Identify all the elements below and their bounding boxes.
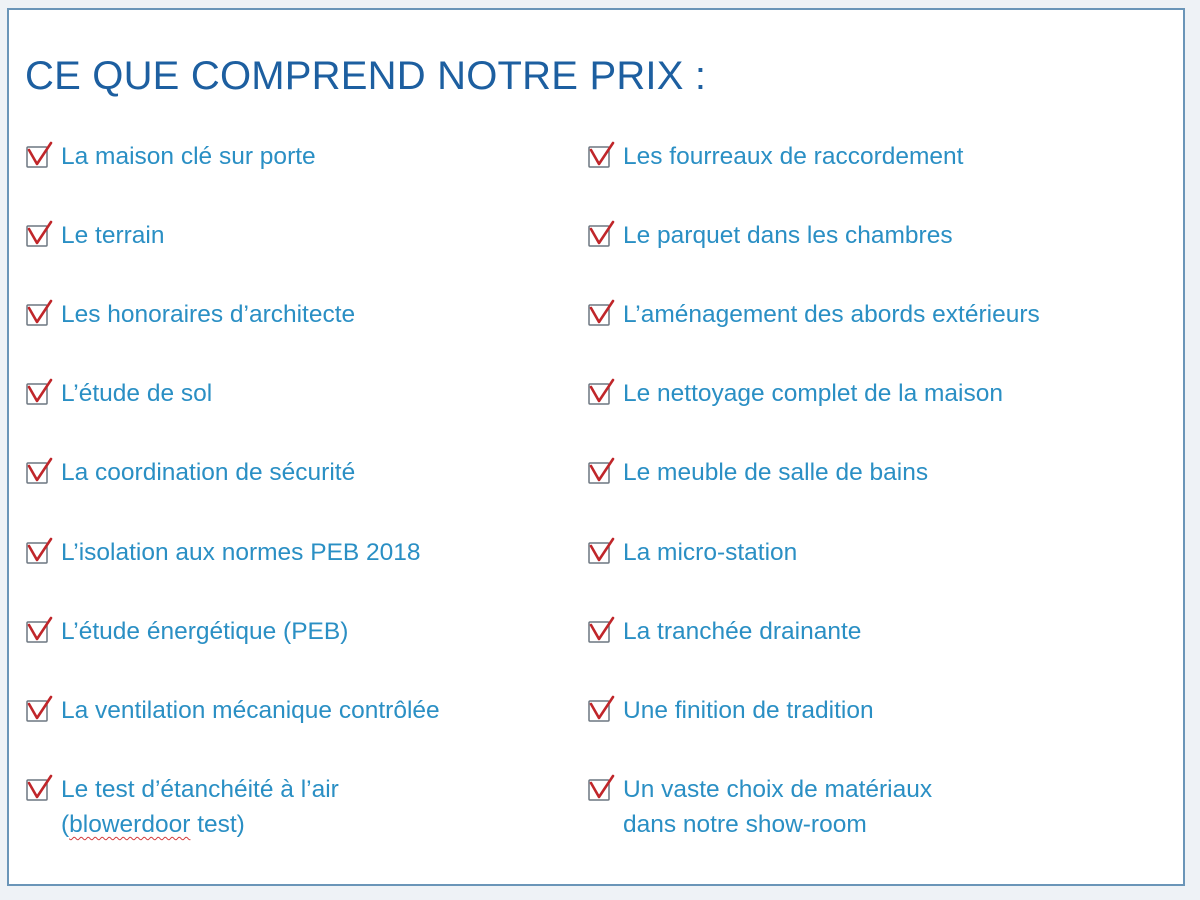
list-item-line-1: Un vaste choix de matériaux (623, 776, 933, 803)
checkbox-v-icon (25, 615, 54, 645)
list-item-label (61, 772, 339, 842)
list-item-label: La ventilation mécanique contrôlée (61, 697, 440, 724)
list-item (25, 218, 165, 253)
list-item-label: L’isolation aux normes PEB 2018 (61, 539, 421, 566)
paren-open: ( (61, 811, 70, 838)
list-item (587, 139, 963, 174)
checkbox-v-icon (25, 140, 54, 170)
list-item (25, 139, 316, 174)
list-item (587, 376, 1003, 411)
checkbox-v-icon (25, 219, 54, 249)
misspelled-word: blowerdoor (69, 811, 191, 838)
checkbox-v-icon (587, 536, 616, 566)
checkbox-v-icon (587, 456, 616, 486)
list-item (25, 693, 440, 728)
list-item-label: Le parquet dans les chambres (623, 222, 953, 249)
list-item (25, 297, 355, 332)
checkbox-v-icon (25, 536, 54, 566)
checkbox-v-icon (587, 773, 616, 803)
list-item (587, 297, 1040, 332)
slide (7, 8, 1185, 886)
list-item-label: L’étude de sol (61, 380, 213, 407)
list-item-line-2 (61, 807, 339, 842)
list-item-label: La maison clé sur porte (61, 143, 316, 170)
list-item (587, 693, 874, 728)
list-item-label: L’étude énergétique (PEB) (61, 618, 349, 645)
list-item (25, 614, 348, 649)
list-item-label: Le nettoyage complet de la maison (623, 380, 1003, 407)
list-item (25, 376, 212, 411)
list-item (25, 455, 355, 490)
list-item-label: La micro-station (623, 539, 798, 566)
page-title: CE QUE COMPREND NOTRE PRIX : (25, 54, 707, 98)
list-item (587, 218, 953, 253)
list-item-label: Les honoraires d’architecte (61, 301, 356, 328)
checkbox-v-icon (25, 773, 54, 803)
checkbox-v-icon (587, 298, 616, 328)
list-item-label: Les fourreaux de raccordement (623, 143, 964, 170)
checkbox-v-icon (25, 298, 54, 328)
list-item (25, 772, 339, 842)
list-item-line-2: dans notre show-room (623, 811, 867, 838)
checkbox-v-icon (587, 694, 616, 724)
list-item-label: Une finition de tradition (623, 697, 874, 724)
checkbox-v-icon (25, 456, 54, 486)
list-item (587, 614, 861, 649)
list-item-label: La coordination de sécurité (61, 459, 356, 486)
checkbox-v-icon (25, 694, 54, 724)
list-item (25, 535, 421, 570)
line-2-rest: test) (190, 811, 245, 838)
list-item-line-1: Le test d’étanchéité à l’air (61, 776, 339, 803)
checkbox-v-icon (587, 140, 616, 170)
list-item-label: Le meuble de salle de bains (623, 459, 929, 486)
list-item-label: Le terrain (61, 222, 165, 249)
checkbox-v-icon (587, 219, 616, 249)
list-item-label: La tranchée drainante (623, 618, 862, 645)
checkbox-v-icon (587, 615, 616, 645)
list-item-label: L’aménagement des abords extérieurs (623, 301, 1040, 328)
checkbox-v-icon (587, 377, 616, 407)
checkbox-v-icon (25, 377, 54, 407)
list-item-label (623, 772, 932, 842)
list-item (587, 455, 928, 490)
list-item (587, 772, 932, 842)
list-item (587, 535, 797, 570)
